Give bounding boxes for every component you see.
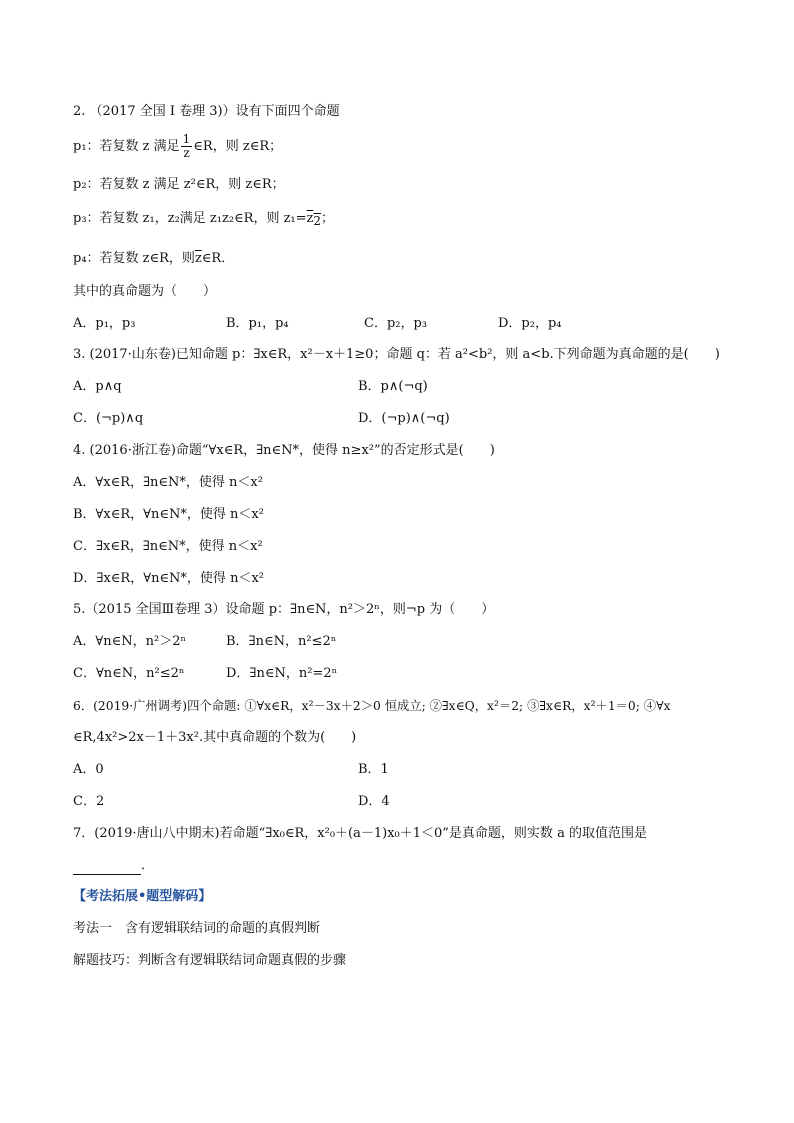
q5-option-c: C．∀n∈N，n²≤2ⁿ xyxy=(73,666,185,681)
q2-p1 xyxy=(73,133,282,160)
q3-option-d: D．(¬p)∧(¬q) xyxy=(358,411,450,426)
q2-p1-fraction xyxy=(181,133,193,160)
method-one-heading: 考法一 含有逻辑联结词的命题的真假判断 xyxy=(73,921,321,936)
q3-stem: 3. (2017·山东卷)已知命题 p：∃x∈R，x²－x＋1≥0；命题 q：若 a²<b²，则 a<b.下列命题为真命题的是( ) xyxy=(73,347,720,362)
q2-p4 xyxy=(73,250,234,268)
q2-p2: p₂：若复数 z 满足 z²∈R，则 z∈R； xyxy=(73,177,285,192)
q6-option-a: A．0 xyxy=(73,762,104,777)
q7-answer-line xyxy=(73,857,154,875)
q5-option-b: B．∃n∈N，n²≤2ⁿ xyxy=(226,634,337,649)
q2-ask: 其中的真命题为（ ） xyxy=(73,284,217,299)
q4-option-d: D．∃x∈R，∀n∈N*，使得 n＜x² xyxy=(73,571,264,586)
q4-option-a: A．∀x∈R，∃n∈N*，使得 n＜x² xyxy=(73,475,263,490)
q6-option-c: C．2 xyxy=(73,794,105,809)
q7-tail: ． xyxy=(141,858,155,873)
q6-stem-line2: ∈R,4x²>2x－1＋3x².其中真命题的个数为( ) xyxy=(73,730,357,745)
q2-p4-end: ∈R． xyxy=(201,251,235,266)
q2-p3-conjugate: $\overline{z}$ xyxy=(306,211,314,226)
q2-p1-text-end: ∈R，则 z∈R； xyxy=(193,139,283,154)
q4-stem: 4. (2016·浙江卷)命题“∀x∈R，∃n∈N*，使得 n≥x²”的否定形式是( ) xyxy=(73,443,495,458)
q2-p3 xyxy=(73,210,334,230)
q5-stem: 5.（2015 全国Ⅲ卷理 3）设命题 p：∃n∈N，n²＞2ⁿ，则¬p 为（ ） xyxy=(73,602,495,617)
q2-p3-text: p₃：若复数 z₁，z₂满足 z₁z₂∈R，则 z₁= xyxy=(73,211,307,226)
fraction-denominator: z xyxy=(183,146,190,160)
q4-option-b: B．∀x∈R，∀n∈N*，使得 n＜x² xyxy=(73,507,264,522)
q3-option-c: C．(¬p)∧q xyxy=(73,411,144,426)
q2-option-a: A．p₁，p₃ xyxy=(73,316,136,331)
q2-option-b: B．p₁，p₄ xyxy=(226,316,289,331)
q6-stem-line1: 6．(2019·广州调考)四个命题: ①∀x∈R，x²－3x＋2＞0 恒成立; ②∃x∈Q，x²＝2; ③∃x∈R，x²＋1＝0; ④∀x xyxy=(73,699,671,713)
q2-option-c: C．p₂，p₃ xyxy=(364,316,428,331)
q2-stem: 2. （2017 全国 I 卷理 3)）设有下面四个命题 xyxy=(73,104,340,119)
q2-p4-conjugate: $\overline{z}$ xyxy=(194,251,202,266)
q2-p3-end: ； xyxy=(321,211,335,226)
answer-blank xyxy=(73,860,141,875)
section-title: 【考法拓展•题型解码】 xyxy=(73,889,212,904)
q6-option-b: B．1 xyxy=(358,762,389,777)
q3-option-a: A．p∧q xyxy=(73,379,122,394)
q3-option-b: B．p∧(¬q) xyxy=(358,379,428,394)
q5-option-d: D．∃n∈N，n²=2ⁿ xyxy=(226,666,338,681)
q7-stem: 7．(2019·唐山八中期末)若命题“∃x₀∈R，x²₀＋(a－1)x₀＋1＜0”是真命题，则实数 a 的取值范围是 xyxy=(73,826,647,841)
fraction-numerator: 1 xyxy=(182,132,191,146)
q2-option-d: D．p₂，p₄ xyxy=(498,316,562,331)
q2-p3-subscript: 2 xyxy=(313,214,322,228)
q5-option-a: A．∀n∈N，n²＞2ⁿ xyxy=(73,634,187,649)
q6-option-d: D．4 xyxy=(358,794,390,809)
technique-heading: 解题技巧：判断含有逻辑联结词命题真假的步骤 xyxy=(73,953,347,968)
q2-p4-text: p₄：若复数 z∈R，则 xyxy=(73,251,195,266)
q4-option-c: C．∃x∈R，∃n∈N*，使得 n＜x² xyxy=(73,539,263,554)
q2-p1-text: p₁：若复数 z 满足 xyxy=(73,139,180,154)
